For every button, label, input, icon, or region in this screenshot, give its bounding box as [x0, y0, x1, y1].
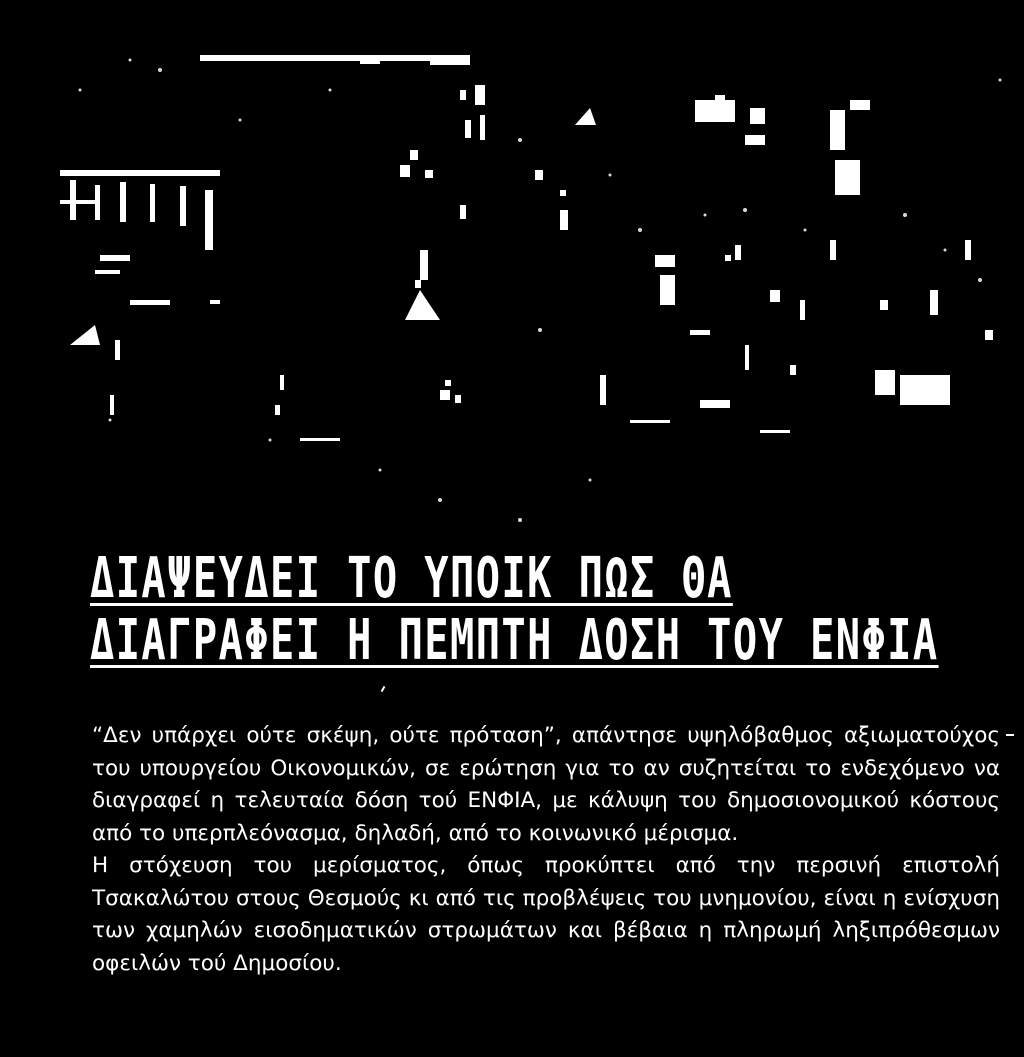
headline-line-1: ΔΙΑΨΕΥΔΕΙ ΤΟ ΥΠΟΙΚ ΠΩΣ ΘΑ: [90, 546, 733, 611]
article-body: [92, 720, 1000, 980]
stray-mark: [381, 686, 386, 692]
margin-mark: [1006, 734, 1014, 736]
headline-line-2: ΔΙΑΓΡΑΦΕΙ Η ΠΕΜΠΤΗ ΔΟΣΗ ΤΟΥ ΕΝΦΙΑ: [90, 608, 939, 673]
article-paragraph-2: Η στόχευση του μερίσματος, όπως προκύπτει από την περσινή επιστολή Τσακαλώτου στους Θεσμούς κι από τις προβλέψεις του μνημονίου, είναι η ενίσχυση των χαμηλών εισοδηματικών στρωμάτων και βέβαια η πληρωμή ληξιπρόθεσμων οφειλών τού Δημοσίου.: [92, 853, 1000, 976]
article-headline: [90, 546, 939, 673]
article-paragraph-1: “Δεν υπάρχει ούτε σκέψη, ούτε πρόταση”, απάντησε υψηλόβαθμος αξιωματούχος του υπουργείου Οικονομικών, σε ερώτηση για το αν συζητείται το ενδεχόμενο να διαγραφεί η τελευταία δόση τού ΕΝΦΙΑ, με κάλυψη του δημοσιονομικού κόστους από το υπερπλεόνασμα, δηλαδή, από το κοινωνικό μέρισμα.: [92, 723, 1000, 846]
